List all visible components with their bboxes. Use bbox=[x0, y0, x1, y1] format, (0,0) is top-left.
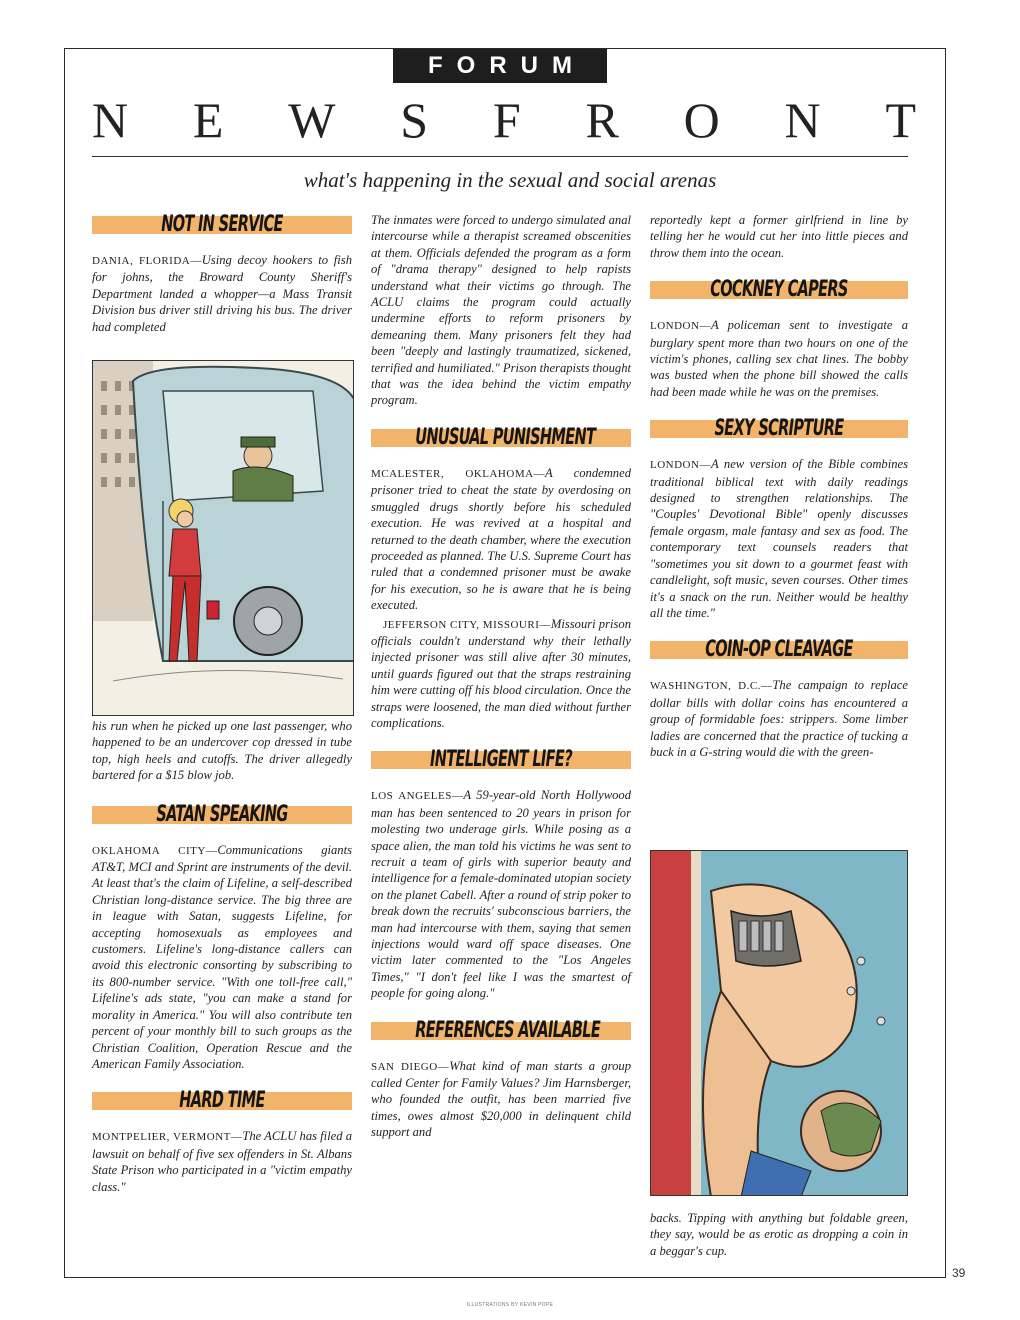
dateline: DANIA, FLORIDA— bbox=[92, 255, 202, 267]
heading-not-in-service: NOT IN SERVICE bbox=[92, 210, 352, 240]
masthead-letter: N bbox=[784, 92, 821, 148]
article-text: LOS ANGELES—A 59-year-old North Hollywood man has been sentenced to 20 years in prison for molesting two underage girls. While posing as a space alien, the man told his victims he was sent to recruit a team of girls with superior beauty and intelligence for a female-dominated utopian society on the planet Cabell. After a round of strip poker to break down the recruits' subconscious barriers, the man had intercourse with them, saying that semen injections would ward off space diseases. One victim later commented to the "Los Angeles Times," "I don't feel like I was the smartest of people for going along." bbox=[371, 788, 631, 1001]
masthead-letter: W bbox=[288, 92, 336, 148]
stripper-illustration bbox=[650, 850, 908, 1196]
heading-cockney-capers: COCKNEY CAPERS bbox=[650, 275, 908, 305]
illustration-credit: ILLUSTRATIONS BY KEVIN POPE bbox=[466, 1302, 554, 1308]
article-text: JEFFERSON CITY, MISSOURI—Missouri prison officials couldn't understand why their lethally injected prisoner was still alive after 30 minutes, until guards figured out that the straps restraining him were cutting off his blood circulation. Once the straps were loosened, the man died without further complications. bbox=[371, 616, 631, 730]
article-text: The inmates were forced to undergo simulated anal intercourse while a therapist screamed obscenities at them. Officials defended the program as a form of "drama therapy" designed to help rapists understand what their victims go through. The ACLU claims the program could actually undermine efforts to reform prisoners by demeaning them. Many prisoners felt they had been "deeply and lastingly traumatized, sickened, terrified and humiliated." Prison therapists thought that was the idea behind the victim empathy program. bbox=[371, 213, 631, 408]
masthead bbox=[92, 92, 916, 148]
article-text: reportedly kept a former girlfriend in line by telling her he would cut her into little pieces and throw them into the ocean. bbox=[650, 213, 908, 260]
forum-text bbox=[421, 52, 579, 79]
dateline: MCALESTER, OKLAHOMA— bbox=[371, 467, 546, 480]
article-text: MONTPELIER, VERMONT—The ACLU has filed a lawsuit on behalf of five sex offenders in St. Albans State Prison who participated in a "victim empathy class." bbox=[92, 1129, 352, 1194]
heading-coin-op-cleavage: COIN-OP CLEAVAGE bbox=[650, 635, 908, 665]
article-text: LONDON—A policeman sent to investigate a burglary spent more than two hours on one of the victim's phones, calling sex chat lines. The bobby was busted when the phone bill showed the calls had been made while he was on the premises. bbox=[650, 318, 908, 399]
article-text: MCALESTER, OKLAHOMA—A condemned prisoner tried to cheat the state by overdosing on smuggled drugs shortly before his scheduled execution. He was revived at a hospital and returned to the death chamber, where the execution proceeded as planned. The U.S. Supreme Court has ruled that a condemned prisoner must be awake for his execution, so he is aware that he is being executed. bbox=[371, 465, 632, 613]
heading-hard-time: HARD TIME bbox=[92, 1086, 352, 1116]
forum-letter: U bbox=[520, 52, 539, 79]
column-3-continued bbox=[650, 1210, 908, 1261]
article-text: backs. Tipping with anything but foldable green, they say, would be as erotic as dropping a coin in a beggar's cup. bbox=[650, 1211, 908, 1258]
forum-letter: M bbox=[552, 52, 573, 79]
heading-unusual-punishment: UNUSUAL PUNISHMENT bbox=[371, 423, 631, 453]
article-text: LONDON—A new version of the Bible combines traditional biblical text with daily readings designed to strengthen relationships. The "Couples' Devotional Bible" openly discusses female orgasm, male fantasy and sex as food. The contemporary text counsels readers that "sometimes you sit down to a gourmet feast with candlelight, soft music, seven courses. Other times it's a snack on the run. Neither would be healthy all the time." bbox=[650, 457, 908, 620]
masthead-letter: E bbox=[192, 92, 224, 148]
article-text: SAN DIEGO—What kind of man starts a group called Center for Family Values? Jim Harnsberger, who founded the outfit, has been married five times, owes almost $20,000 in delinquent child support and bbox=[371, 1058, 631, 1140]
article-text: DANIA, FLORIDA—Using decoy hookers to fish for johns, the Broward County Sheriff's Department landed a whopper—a Mass Transit Division bus driver still driving his bus. The driver had completed bbox=[92, 253, 352, 334]
masthead-letter: S bbox=[400, 92, 429, 148]
article-text: his run when he picked up one last passenger, who happened to be an undercover cop dressed in tube top, high heels and cutoffs. The driver allegedly bartered for a $15 blow job. bbox=[92, 719, 352, 783]
masthead-letter: F bbox=[492, 92, 521, 148]
forum-letter: R bbox=[489, 52, 507, 79]
page-number: 39 bbox=[952, 1266, 966, 1280]
dateline: JEFFERSON CITY, MISSOURI— bbox=[383, 618, 551, 631]
dateline: LONDON— bbox=[650, 459, 711, 472]
bus-driver-illustration bbox=[92, 360, 354, 716]
article-text: OKLAHOMA CITY—Communications giants AT&T, MCI and Sprint are instruments of the devil. At least that's the claim of Lifeline, a self-described Christian long-distance service. The big three are in league with Satan, suggests Lifeline, for accepting homosexuals as employees and customers. Lifeline's long-distance callers can avoid this electronic consorting by subscribing to its 800-number service. "With one toll-free call," Lifeline's ads state, "you can make a stand for morality in America." You will also contribute ten percent of your monthly bill to such groups as the Christian Coalition, Operation Rescue and the American Family Association. bbox=[92, 842, 352, 1071]
forum-letter: O bbox=[456, 52, 476, 79]
masthead-letter: T bbox=[885, 92, 916, 148]
heading-references-available: REFERENCES AVAILABLE bbox=[371, 1016, 631, 1046]
subtitle: what's happening in the sexual and social arenas bbox=[303, 168, 717, 192]
dateline: LOS ANGELES— bbox=[371, 790, 464, 803]
masthead-letter: O bbox=[683, 92, 720, 148]
dateline: LONDON— bbox=[650, 320, 711, 333]
dateline: WASHINGTON, D.C.— bbox=[650, 680, 773, 693]
dateline: MONTPELIER, VERMONT— bbox=[92, 1131, 243, 1144]
heading-intelligent-life: INTELLIGENT LIFE? bbox=[371, 745, 631, 775]
heading-satan-speaking: SATAN SPEAKING bbox=[92, 800, 352, 830]
heading-sexy-scripture: SEXY SCRIPTURE bbox=[650, 414, 908, 444]
masthead-letter: R bbox=[585, 92, 619, 148]
article-text: WASHINGTON, D.C.—The campaign to replace dollar bills with dollar coins has encountered a group of formidable foes: strippers. Some limber ladies are concerned that the practice of tucking a buck in a G-string would die with the green- bbox=[650, 678, 908, 759]
dateline: OKLAHOMA CITY— bbox=[92, 844, 218, 857]
column-2 bbox=[371, 212, 631, 1143]
column-1 bbox=[92, 210, 352, 337]
masthead-rule bbox=[92, 156, 908, 157]
forum-letter: F bbox=[427, 52, 443, 79]
column-3 bbox=[650, 212, 908, 762]
forum-label bbox=[393, 49, 607, 83]
masthead-letter: N bbox=[92, 92, 129, 148]
dateline: SAN DIEGO— bbox=[371, 1060, 450, 1073]
column-1-continued bbox=[92, 718, 352, 1197]
